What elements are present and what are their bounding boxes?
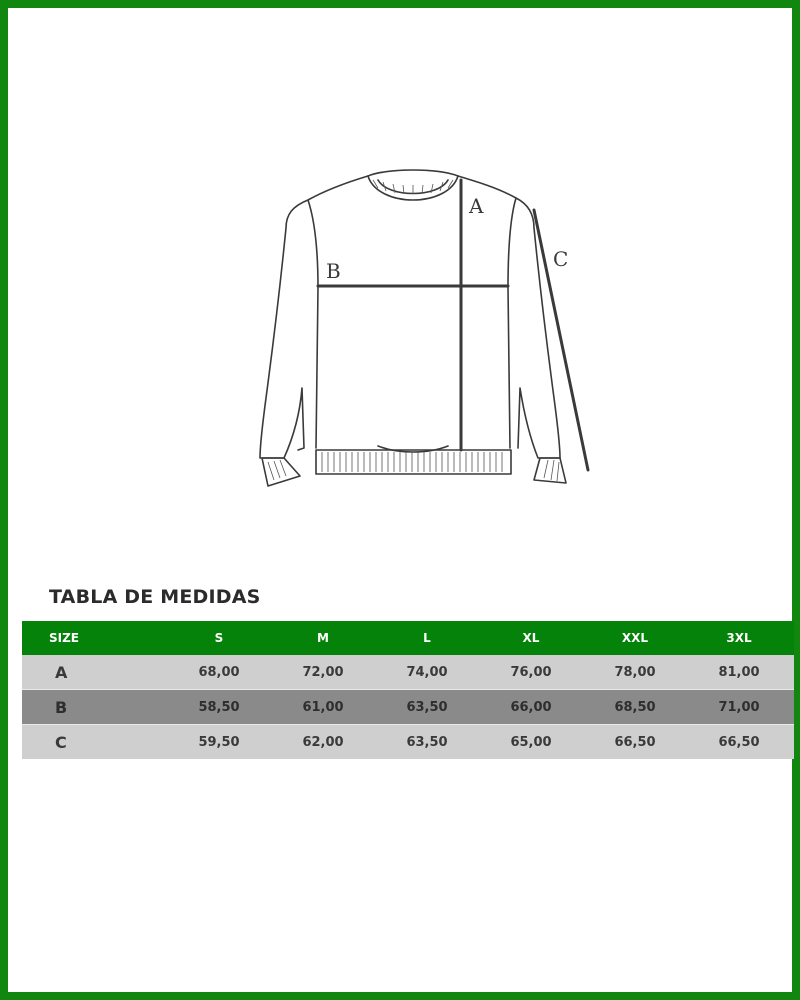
table-row	[22, 655, 794, 689]
table-cell: 71,00	[718, 699, 760, 715]
table-row	[22, 725, 794, 759]
row-label: B	[55, 697, 68, 717]
table-cell: 63,50	[406, 734, 448, 750]
table-cell: 61,00	[302, 699, 344, 715]
row-label: A	[55, 662, 68, 682]
table-cell: 65,00	[510, 734, 552, 750]
table-cell: 66,00	[510, 699, 552, 715]
table-cell: 63,50	[406, 699, 448, 715]
table-cell: 74,00	[406, 664, 448, 680]
table-row	[22, 690, 794, 724]
header-size-3xl: 3XL	[726, 631, 752, 645]
table-cell: 58,50	[198, 699, 240, 715]
table-cell: 78,00	[614, 664, 656, 680]
label-a: A	[469, 194, 484, 218]
table-cell: 66,50	[614, 734, 656, 750]
header-size-s: S	[214, 631, 224, 645]
table-cell: 76,00	[510, 664, 552, 680]
header-size-l: L	[423, 631, 431, 645]
sweatshirt-diagram	[248, 158, 608, 498]
table-cell: 72,00	[302, 664, 344, 680]
header-size-xxl: XXL	[621, 631, 649, 645]
table-cell: 59,50	[198, 734, 240, 750]
header-size-xl: XL	[522, 631, 540, 645]
table-cell: 68,50	[614, 699, 656, 715]
header-size-m: M	[317, 631, 329, 645]
table-cell: 81,00	[718, 664, 760, 680]
row-label: C	[55, 732, 67, 752]
table-cell: 62,00	[302, 734, 344, 750]
table-cell: 66,50	[718, 734, 760, 750]
size-table	[22, 621, 794, 759]
table-header-row	[22, 621, 794, 655]
label-c: C	[553, 247, 569, 271]
label-b: B	[326, 259, 341, 283]
header-size-label: SIZE	[49, 631, 80, 645]
size-table-title: TABLA DE MEDIDAS	[49, 586, 261, 608]
table-cell: 68,00	[198, 664, 240, 680]
